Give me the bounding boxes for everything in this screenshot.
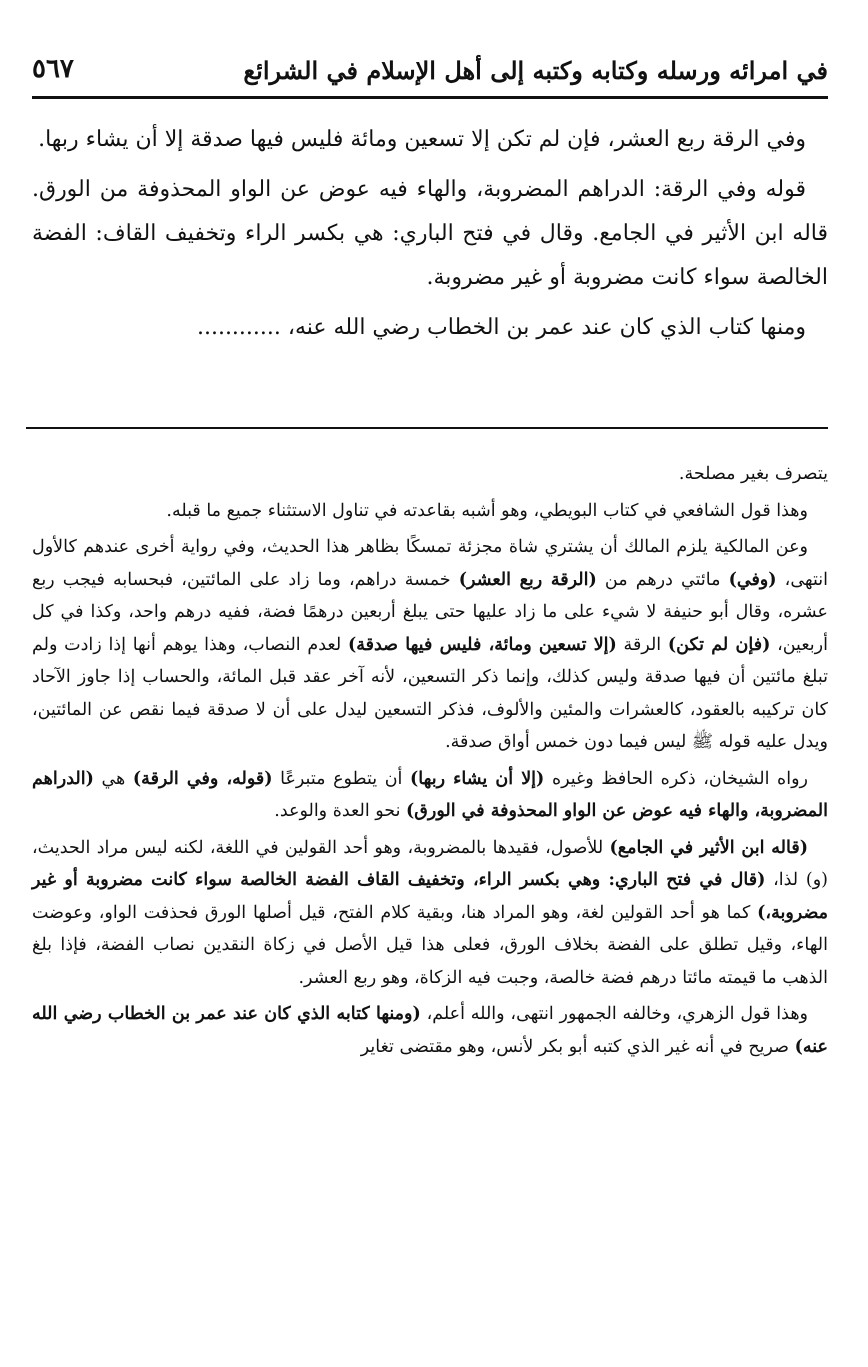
hadith-paragraph: وفي الرقة ربع العشر، فإن لم تكن إلا تسعين ومائة فليس فيها صدقة إلا أن يشاء ربها. [38,127,806,152]
commentary-text-run: رواه الشيخان، ذكره الحافظ وغيره [544,768,808,789]
quoted-phrase: (الدراهم المضروبة، والهاء فيه عوض عن الواو المحذوفة في الورق) [32,768,828,821]
section-divider [26,427,828,429]
quoted-phrase: (ومنها كتابه الذي كان عند عمر بن الخطاب رضي الله عنه) [32,1004,828,1057]
commentary-paragraph: وهذا قول الشافعي في كتاب البويطي، وهو أشبه بقاعدته في تناول الاستثناء جميع ما قبله. [166,500,808,521]
commentary-text-run: خمسة دراهم، وما زاد على المائتين، فبحسابه فيجب ربع عشره، وقال أبو حنيفة لا شيء على ما زاد عليها حتى يبلغ أربعين درهمًا فضة، ففيه درهم واحد، وكذا في كل أربعين، [32,569,828,655]
quoted-phrase: (قوله، وفي الرقة) [132,768,273,789]
commentary-text-run: كما هو أحد القولين لغة، وهو المراد هنا، وبقية كلام الفتح، قيل أصلها الورق فحذفت الواو، وعوضت الهاء، وقيل تطلق على الفضة بخلاف الورق، فعلى هذا قيل الأصل في زكاة النقدين نصاب الفضة، فإذا بلغ الذهب ما قيمته مائتا درهم فضة خالصة، وجبت فيه الزكاة، وهو ربع العشر. [32,902,828,988]
quoted-phrase: (فإن لم تكن) [667,634,771,655]
hadith-paragraph: ومنها كتاب الذي كان عند عمر بن الخطاب رضي الله عنه، ............ [196,315,806,340]
commentary-text-run: وهذا قول الزهري، وخالفه الجمهور انتهى، والله أعلم، [420,1004,808,1024]
commentary-text-run: هي [93,768,133,789]
hadith-paragraph: قوله وفي الرقة: الدراهم المضروبة، والهاء فيه عوض عن الواو المحذوفة من الورق. قاله ابن الأثير في الجامع. وقال في فتح الباري: هي بكسر الراء وتخفيف القاف: الفضة الخالصة سواء كانت مضروبة أو غير مضروبة. [32,177,828,290]
commentary-text-run: صريح في أنه غير الذي كتبه أبو بكر لأنس، وهو مقتضى تغاير [360,1036,795,1057]
commentary-text-run: للأصول، فقيدها بالمضروبة، وهو أحد القولين في اللغة، لكنه ليس مراد الحديث، (و) لذا، [32,837,828,890]
running-title: في امرائه ورسله وكتابه وكتبه إلى أهل الإسلام في الشرائع [243,56,828,85]
commentary-paragraph [32,531,828,759]
page-header [32,52,828,99]
quoted-phrase: (إلا أن يشاء ربها) [410,768,545,789]
hadith-text [32,118,828,356]
commentary-text-run: أن يتطوع متبرعًا [272,768,411,789]
commentary-text-run: لعدم النصاب، وهذا يوهم أنها إذا زادت ولم تبلغ مائتين أن فيها صدقة وليس كذلك، وإنما ذكر التسعين، لأنه آخر عقد قبل المائة، والحساب إذا جاوز الآحاد كان تركيبه بالعقود، كالعشرات والمئين والألوف، فذكر التسعين ليدل على أن لا صدقة فيما نقص عن المائتين، ويدل عليه قوله ﷺ ليس فيما دون خمس أواق صدقة. [32,634,828,752]
quoted-phrase: (قاله ابن الأثير في الجامع) [609,837,808,858]
commentary-paragraph: يتصرف بغير مصلحة. [678,464,828,484]
commentary-text-run: وعن المالكية يلزم المالك أن يشتري شاة مجزئة تمسكًا بظاهر هذا الحديث، وفي رواية أخرى عندهم كالأول انتهى، [32,537,828,590]
commentary-paragraph [32,998,828,1063]
commentary-text-run: الرقة [616,634,668,655]
quoted-phrase: (الرقة ربع العشر) [458,569,597,590]
commentary-paragraph [32,763,828,828]
quoted-phrase: (إلا تسعين ومائة، فليس فيها صدقة) [347,634,617,655]
page-number: ٥٦٧ [32,54,74,84]
commentary-text-run: نحو العدة والوعد. [274,801,407,821]
quoted-phrase: (قال في فتح الباري: وهي بكسر الراء، وتخفيف القاف الفضة الخالصة سواء كانت مضروبة أو غير مضروبة،) [32,870,828,923]
commentary-text-run: مائتي درهم من [596,569,729,590]
commentary-paragraph [32,832,828,995]
commentary-text [32,458,828,1067]
quoted-phrase: (وفي) [728,569,777,590]
